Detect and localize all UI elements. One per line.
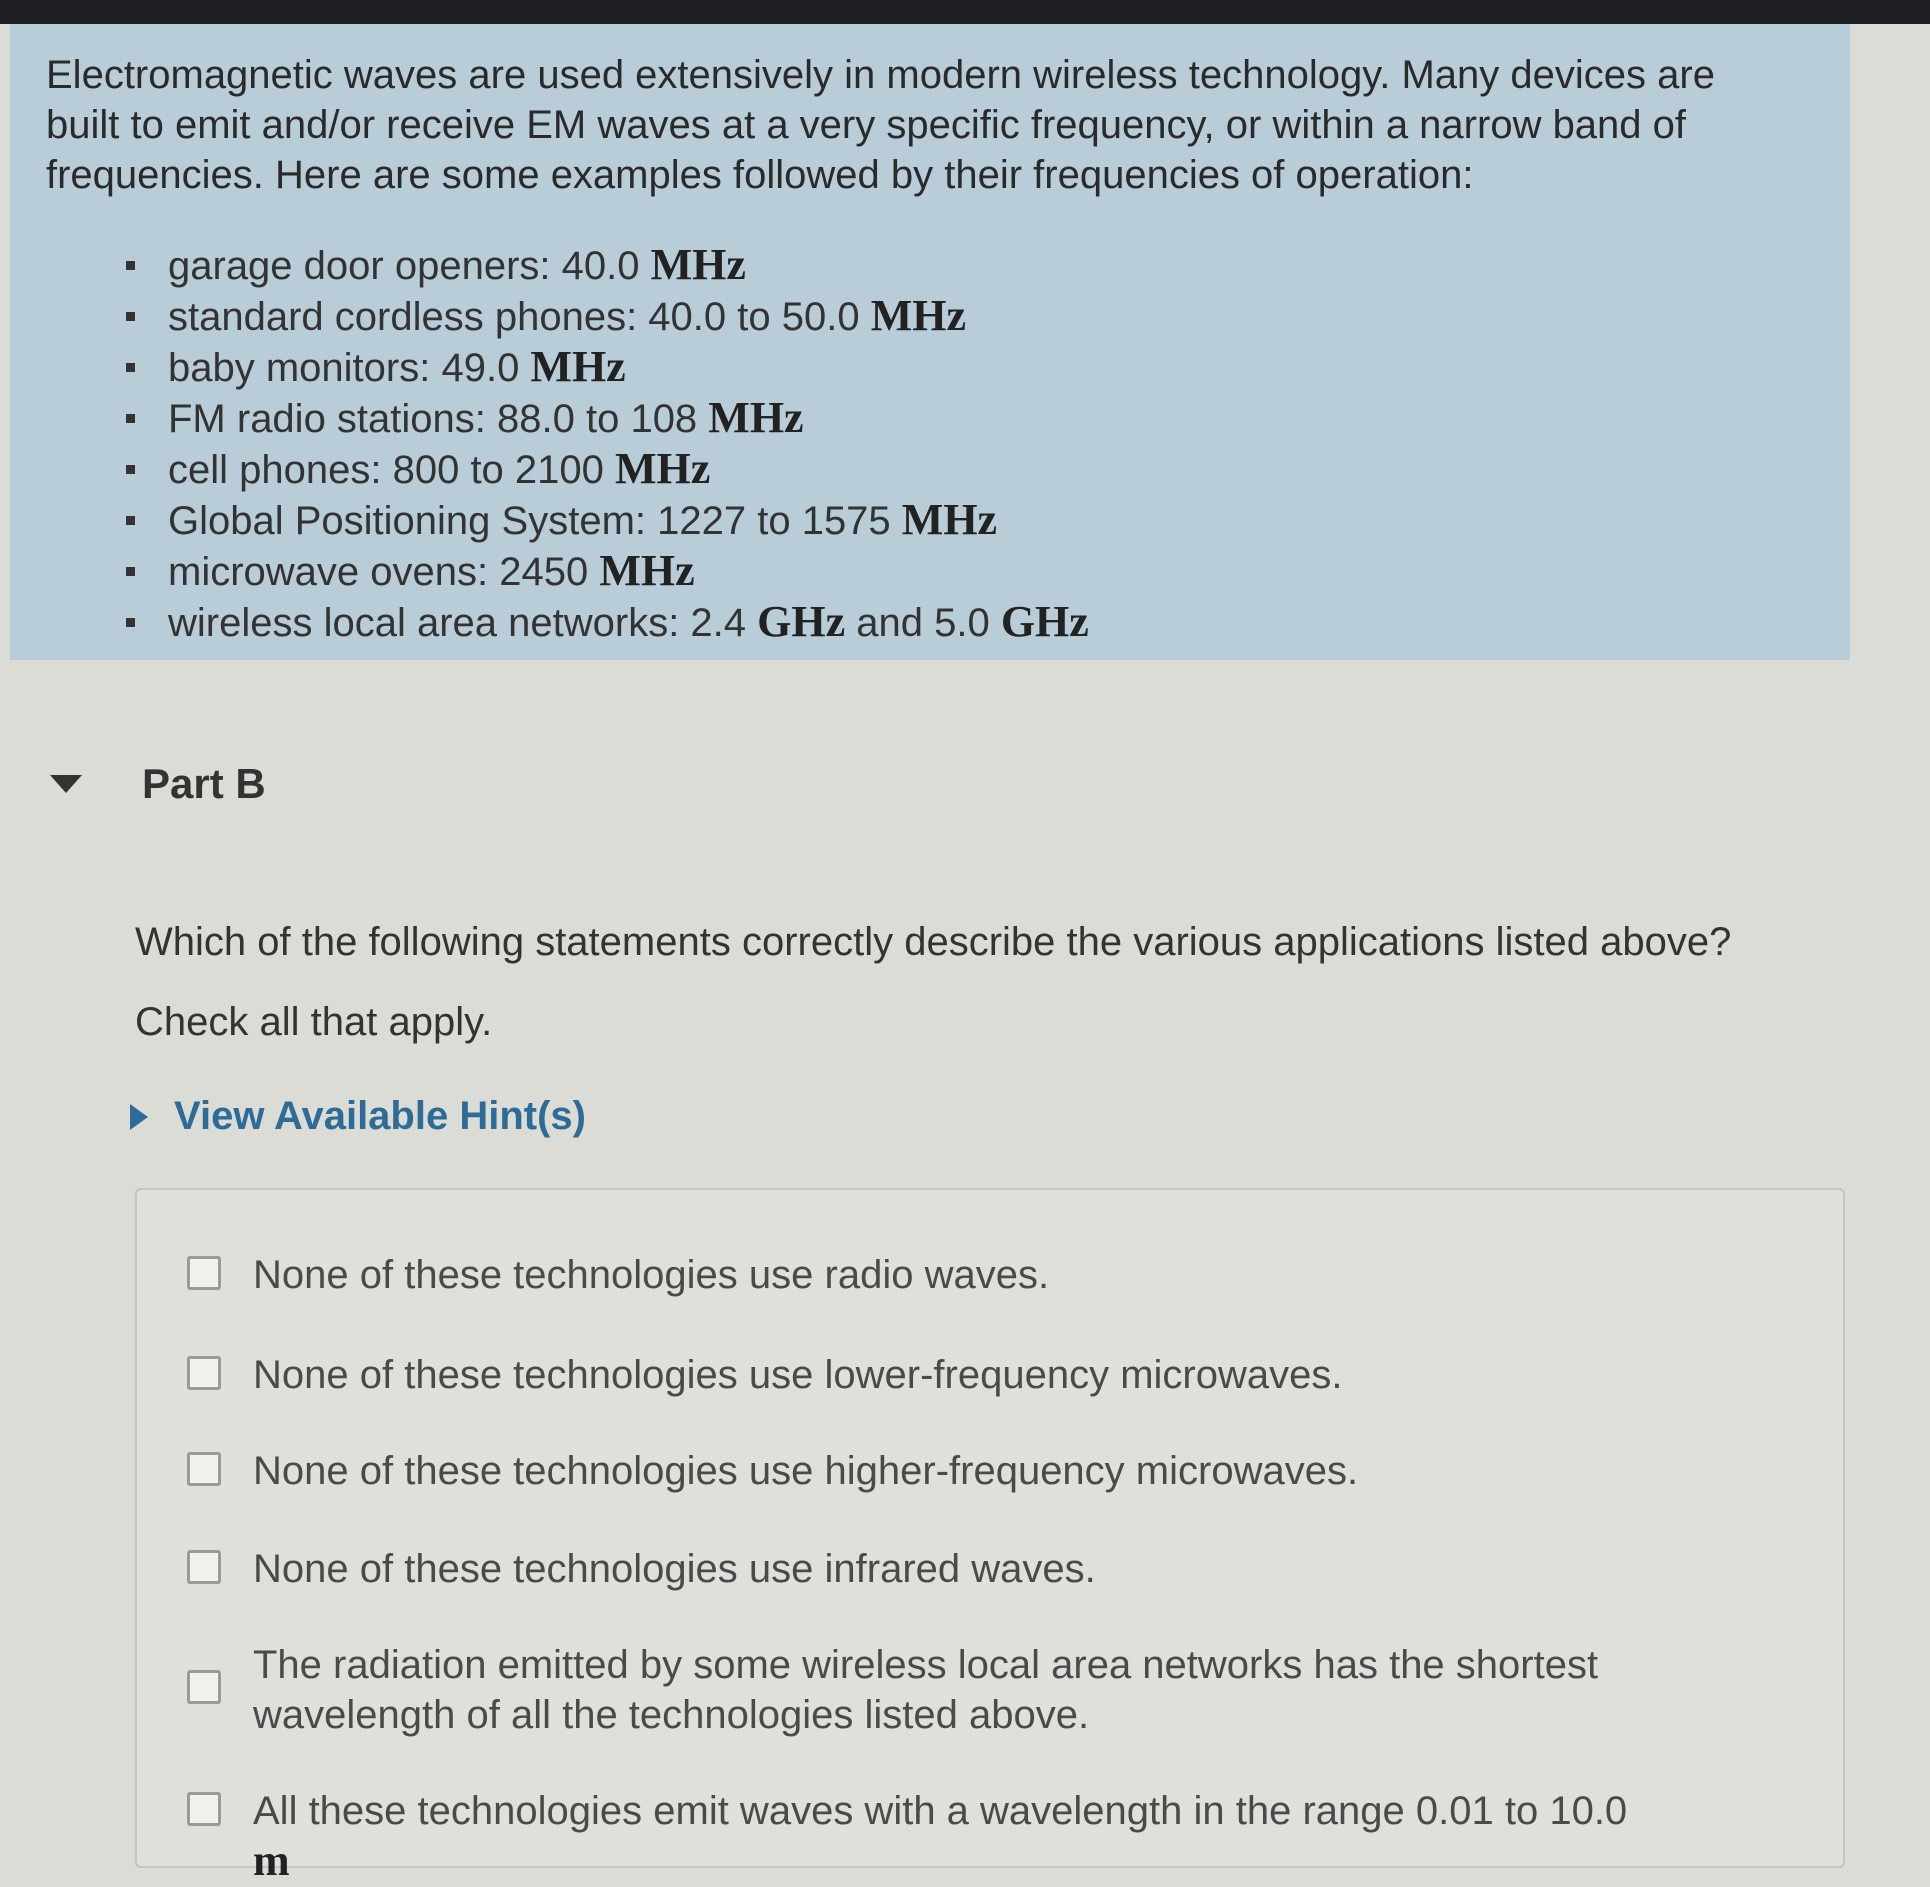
intro-text: Electromagnetic waves are used extensively in modern wireless technology. Many devices are built to emit and/or receive EM waves at a very specific frequency, or within a narrow band of frequencies. Here are some examples followed by their frequencies of operation: (46, 53, 1715, 197)
part-header[interactable] (50, 760, 266, 808)
list-item: microwave ovens: 2450 MHz (126, 546, 1814, 597)
option-row[interactable] (187, 1350, 1653, 1400)
bullet-icon (126, 312, 135, 321)
option-checkbox[interactable] (187, 1792, 221, 1826)
option-checkbox[interactable] (187, 1356, 221, 1390)
option-label[interactable]: None of these technologies use infrared waves. (253, 1547, 1096, 1591)
view-hints-link[interactable] (130, 1094, 586, 1139)
option-checkbox[interactable] (187, 1670, 221, 1704)
bullet-icon (126, 465, 135, 474)
option-row[interactable] (187, 1544, 1653, 1594)
bullet-icon (126, 414, 135, 423)
collapse-caret-icon[interactable] (50, 775, 82, 793)
bullet-icon (126, 363, 135, 372)
option-label[interactable]: The radiation emitted by some wireless local area networks has the shortest wavelength of all the technologies listed above. (253, 1643, 1599, 1737)
answer-options (135, 1188, 1845, 1885)
option-label[interactable]: None of these technologies use radio waves. (253, 1253, 1050, 1297)
bullet-icon (126, 261, 135, 270)
list-item: standard cordless phones: 40.0 to 50.0 MHz (126, 291, 1814, 342)
list-item: Global Positioning System: 1227 to 1575 MHz (126, 495, 1814, 546)
list-item: cell phones: 800 to 2100 MHz (126, 444, 1814, 495)
option-label[interactable]: None of these technologies use lower-frequency microwaves. (253, 1353, 1343, 1397)
option-row[interactable] (187, 1446, 1653, 1496)
option-checkbox[interactable] (187, 1256, 221, 1290)
question-text: Which of the following statements correctly describe the various applications listed above? (135, 920, 1732, 964)
bullet-icon (126, 567, 135, 576)
examples-list (46, 240, 1814, 648)
list-item: wireless local area networks: 2.4 GHz and 5.0 GHz (126, 597, 1814, 648)
option-label[interactable]: None of these technologies use higher-frequency microwaves. (253, 1449, 1359, 1493)
part-title: Part B (142, 760, 266, 807)
list-item: garage door openers: 40.0 MHz (126, 240, 1814, 291)
hints-label[interactable]: View Available Hint(s) (174, 1094, 586, 1138)
option-checkbox[interactable] (187, 1452, 221, 1486)
option-row[interactable] (187, 1250, 1653, 1300)
expand-caret-icon (130, 1104, 148, 1130)
option-row[interactable] (187, 1640, 1653, 1740)
option-row[interactable] (187, 1786, 1653, 1887)
bullet-icon (126, 618, 135, 627)
intro-panel (10, 24, 1850, 660)
bullet-icon (126, 516, 135, 525)
list-item: baby monitors: 49.0 MHz (126, 342, 1814, 393)
option-checkbox[interactable] (187, 1550, 221, 1584)
top-bar (0, 0, 1930, 24)
instruction-text: Check all that apply. (135, 1000, 493, 1044)
option-label[interactable]: All these technologies emit waves with a wavelength in the range 0.01 to 10.0 m (253, 1789, 1628, 1885)
list-item: FM radio stations: 88.0 to 108 MHz (126, 393, 1814, 444)
